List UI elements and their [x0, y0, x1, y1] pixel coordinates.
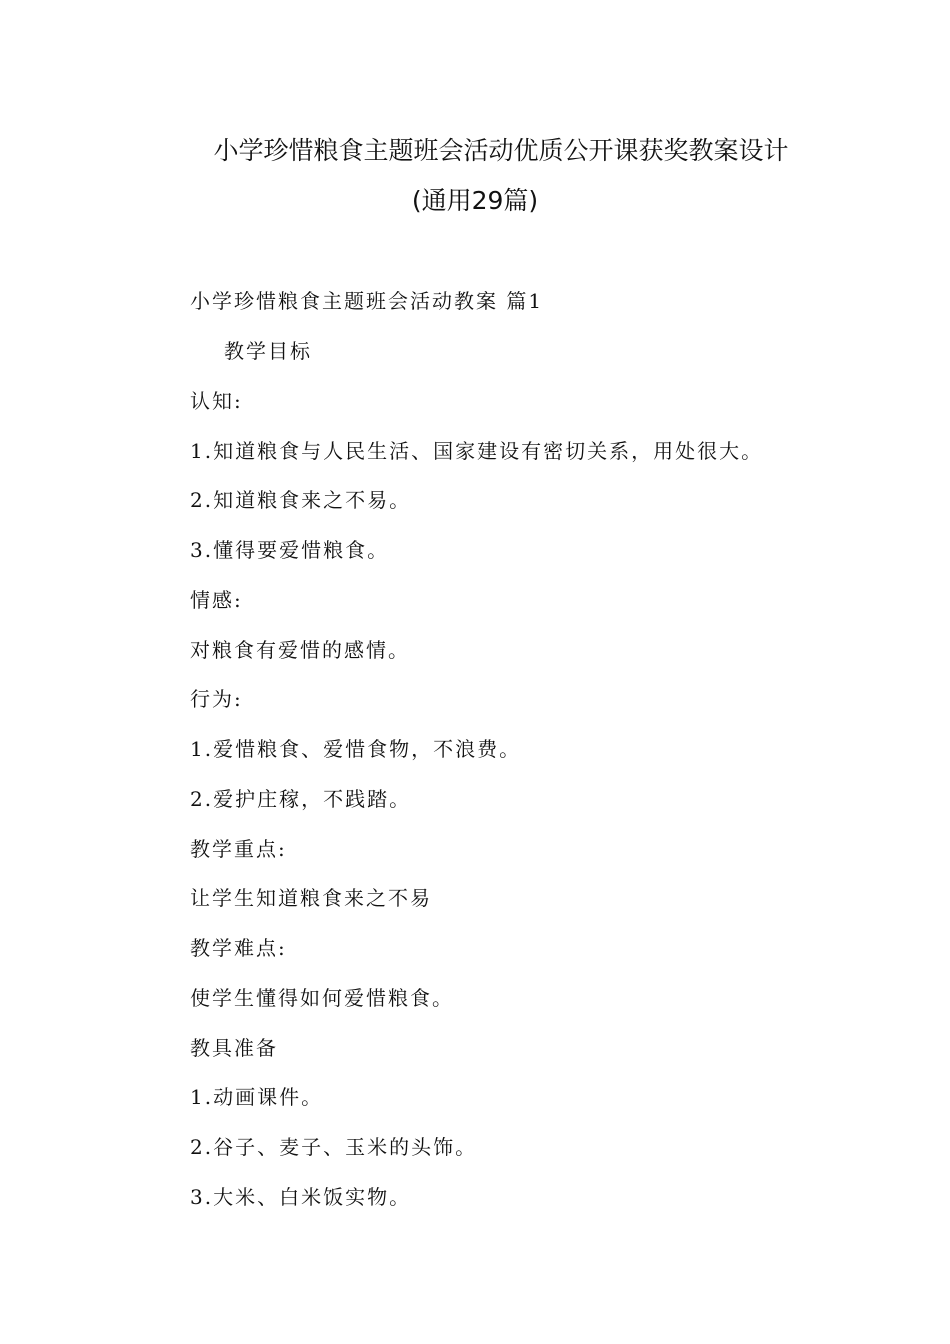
paragraph-line: 2.谷子、麦子、玉米的头饰。: [190, 1135, 478, 1159]
paragraph-line: 让学生知道粮食来之不易: [190, 886, 432, 910]
paragraph-line: 1.爱惜粮食、爱惜食物，不浪费。: [190, 737, 522, 761]
paragraph-line: 教学难点:: [190, 936, 287, 960]
paragraph-line: 1.动画课件。: [190, 1085, 324, 1109]
paragraph-line: 教具准备: [190, 1036, 278, 1060]
document-subtitle: (通用29篇): [411, 186, 539, 215]
paragraph-line: 2.知道粮食来之不易。: [190, 488, 412, 512]
paragraph-line: 3.大米、白米饭实物。: [190, 1185, 412, 1209]
paragraph-line: 使学生懂得如何爱惜粮食。: [190, 986, 454, 1010]
subsection-heading: 教学目标: [224, 339, 312, 363]
paragraph-line: 1.知道粮食与人民生活、国家建设有密切关系，用处很大。: [190, 439, 764, 463]
paragraph-line: 情感:: [190, 588, 243, 612]
paragraph-line: 行为:: [190, 687, 243, 711]
paragraph-line: 教学重点:: [190, 837, 287, 861]
document-title: 小学珍惜粮食主题班会活动优质公开课获奖教案设计: [213, 136, 789, 165]
section-heading: 小学珍惜粮食主题班会活动教案 篇1: [190, 289, 544, 313]
paragraph-line: 3.懂得要爱惜粮食。: [190, 538, 390, 562]
paragraph-line: 认知:: [190, 389, 243, 413]
paragraph-line: 对粮食有爱惜的感情。: [190, 638, 410, 662]
paragraph-line: 2.爱护庄稼，不践踏。: [190, 787, 412, 811]
